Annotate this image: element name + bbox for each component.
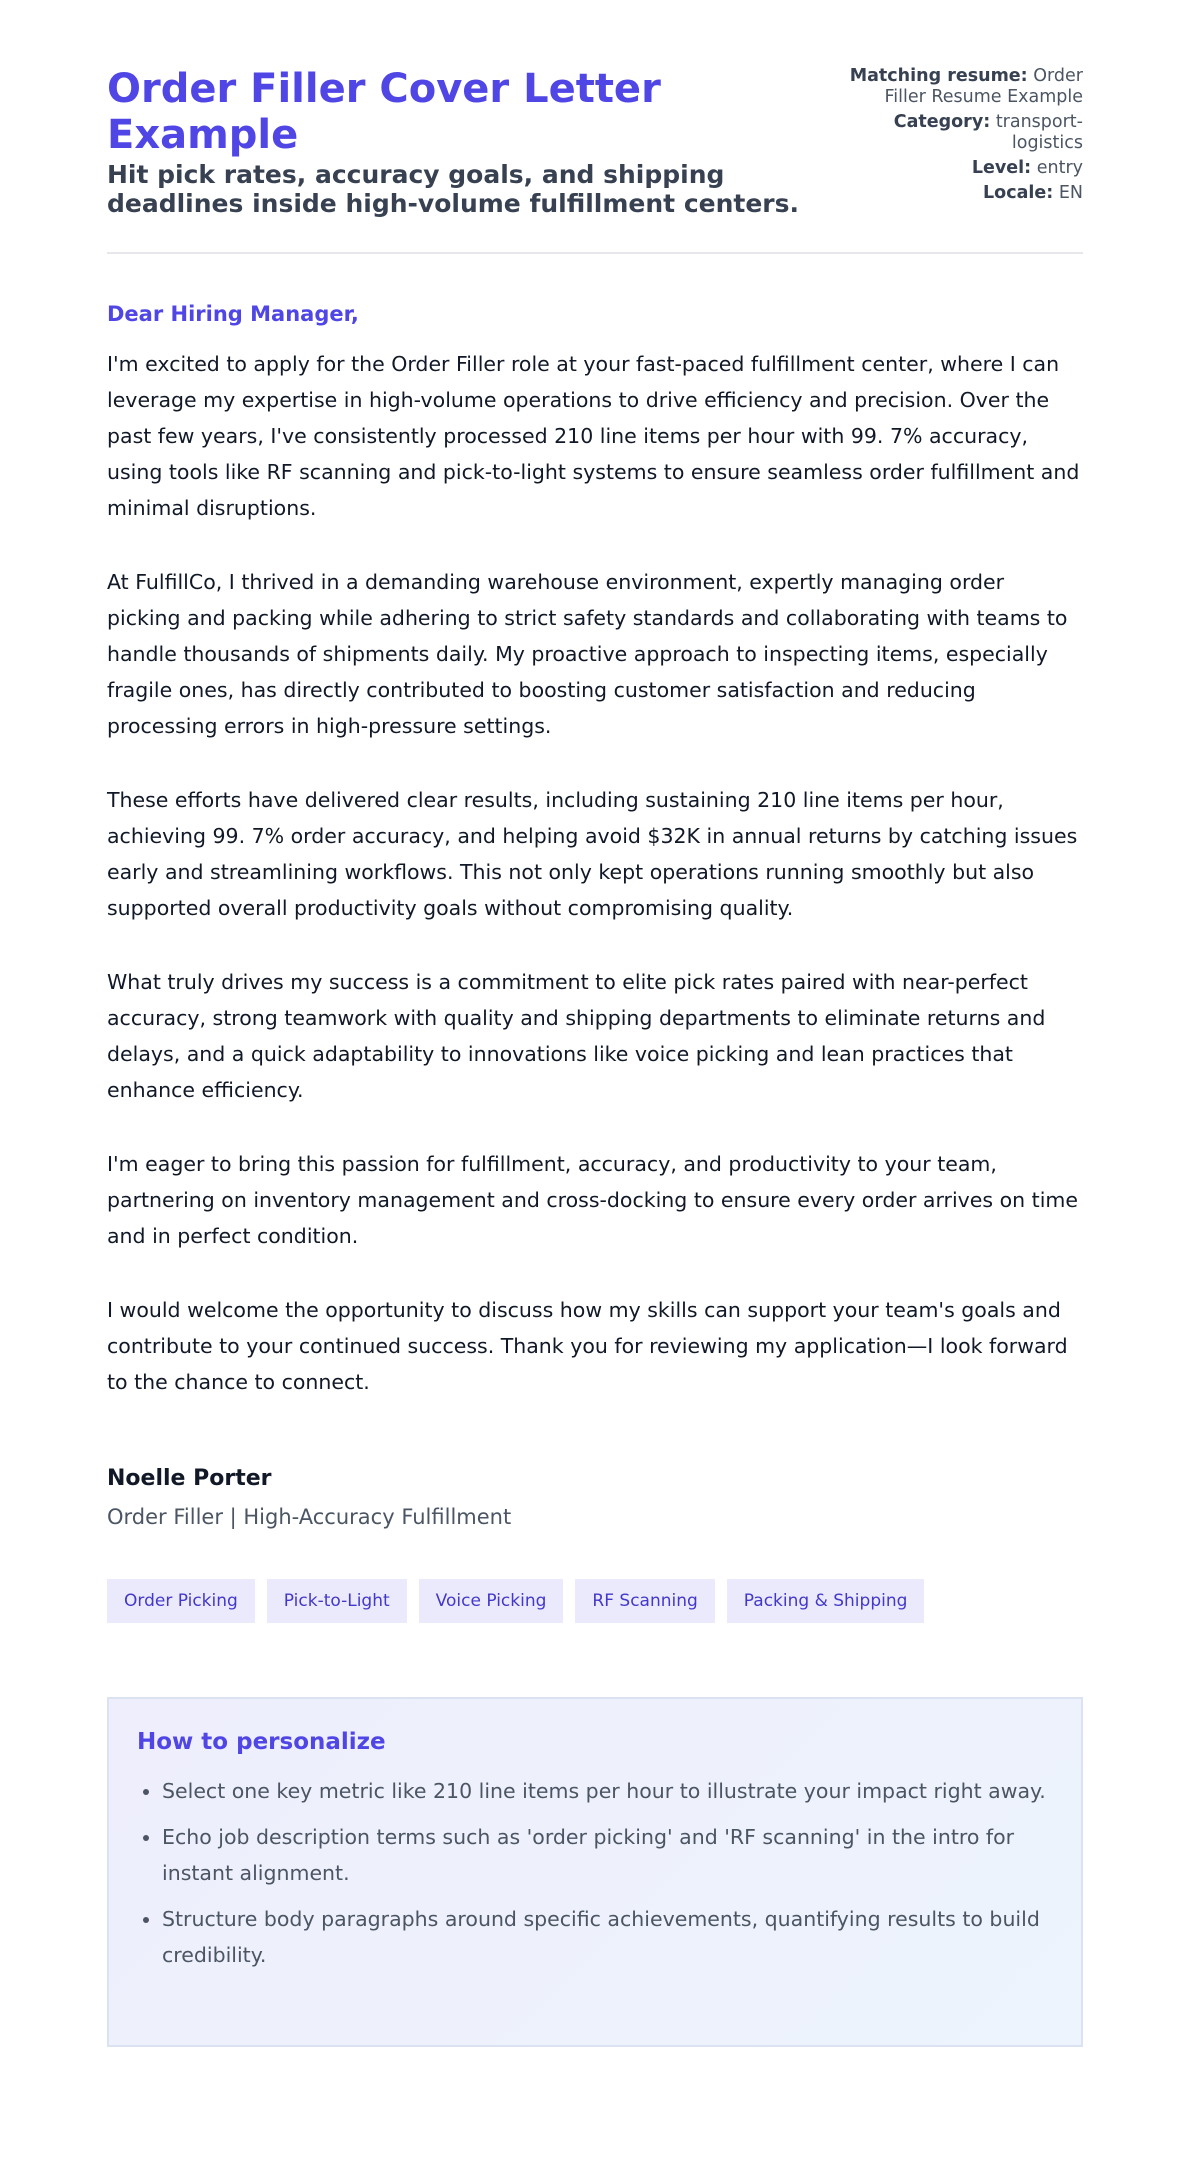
letter-paragraph: I'm eager to bring this passion for fulfillment, accuracy, and productivity to your team, partnering on inventory management and cross-docking to ensure every order arrives on time and in perfect condition. — [107, 1152, 1078, 1248]
divider — [107, 252, 1083, 254]
meta-level — [843, 158, 1083, 179]
cover-letter-page — [107, 0, 1083, 2047]
meta-value: EN — [1058, 183, 1083, 203]
signature-title: Order Filler | High-Accuracy Fulfillment — [107, 1505, 512, 1529]
meta-label: Level: — [971, 158, 1032, 178]
skill-tags — [107, 1579, 1083, 1623]
page-subtitle: Hit pick rates, accuracy goals, and shipping deadlines inside high-volume fulfillment centers. — [107, 160, 800, 218]
meta-category — [843, 112, 1083, 154]
title-block — [107, 66, 827, 218]
page-title: Order Filler Cover Letter Example — [107, 66, 661, 158]
letter-paragraph: At FulfillCo, I thrived in a demanding warehouse environment, expertly managing order picking and packing while adhering to strict safety standards and collaborating with teams to handle thousands of shipments daily. My proactive approach to inspecting items, especially fragile ones, has directly contributed to boosting customer satisfaction and reducing processing errors in high-pressure settings. — [107, 570, 1068, 738]
tips-heading: How to personalize — [137, 1729, 386, 1755]
tip-item: • Echo job description terms such as 'order picking' and 'RF scanning' in the intro for instant alignment. — [162, 1819, 1051, 1891]
skill-tag: Pick-to-Light — [267, 1579, 407, 1623]
skill-tag: RF Scanning — [575, 1579, 714, 1623]
tip-item: • Select one key metric like 210 line items per hour to illustrate your impact right away. — [162, 1773, 1051, 1809]
letter-paragraph: These efforts have delivered clear results, including sustaining 210 line items per hour, achieving 99. 7% order accuracy, and helping avoid $32K in annual returns by catching issues early and streamlining workflows. This not only kept operations running smoothly but also supported overall productivity goals without compromising quality. — [107, 788, 1078, 920]
meta-info — [843, 66, 1083, 218]
meta-label: Matching resume: — [849, 66, 1028, 86]
meta-locale — [843, 183, 1083, 204]
meta-value: entry — [1036, 158, 1083, 178]
letter-paragraph: What truly drives my success is a commitment to elite pick rates paired with near-perfect accuracy, strong teamwork with quality and shipping departments to eliminate returns and delays, and a quick adaptability to innovations like voice picking and lean practices that enhance efficiency. — [107, 970, 1046, 1102]
letter-paragraph: I would welcome the opportunity to discuss how my skills can support your team's goals and contribute to your continued success. Thank you for reviewing my application—I look forward to the chance to connect. — [107, 1298, 1068, 1394]
letter-paragraph: I'm excited to apply for the Order Filler role at your fast-paced fulfillment center, where I can leverage my expertise in high-volume operations to drive efficiency and precision. Over the past few years, I've consistently processed 210 line items per hour with 99. 7% accuracy, using tools like RF scanning and pick-to-light systems to ensure seamless order fulfillment and minimal disruptions. — [107, 352, 1080, 520]
personalize-tips — [107, 1697, 1083, 2047]
page-header — [107, 0, 1083, 218]
signature-name: Noelle Porter — [107, 1466, 272, 1491]
skill-tag: Voice Picking — [419, 1579, 564, 1623]
meta-matching-resume — [843, 66, 1083, 108]
meta-label: Locale: — [983, 183, 1054, 203]
greeting: Dear Hiring Manager, — [107, 302, 359, 326]
skill-tag: Packing & Shipping — [727, 1579, 925, 1623]
tip-item: • Structure body paragraphs around specific achievements, quantifying results to build credibility. — [162, 1901, 1051, 1973]
meta-value: transport-logistics — [995, 112, 1083, 153]
meta-value: Order Filler Resume Example — [884, 66, 1083, 107]
meta-label: Category: — [893, 112, 991, 132]
skill-tag: Order Picking — [107, 1579, 255, 1623]
tips-list — [137, 1773, 1051, 1973]
